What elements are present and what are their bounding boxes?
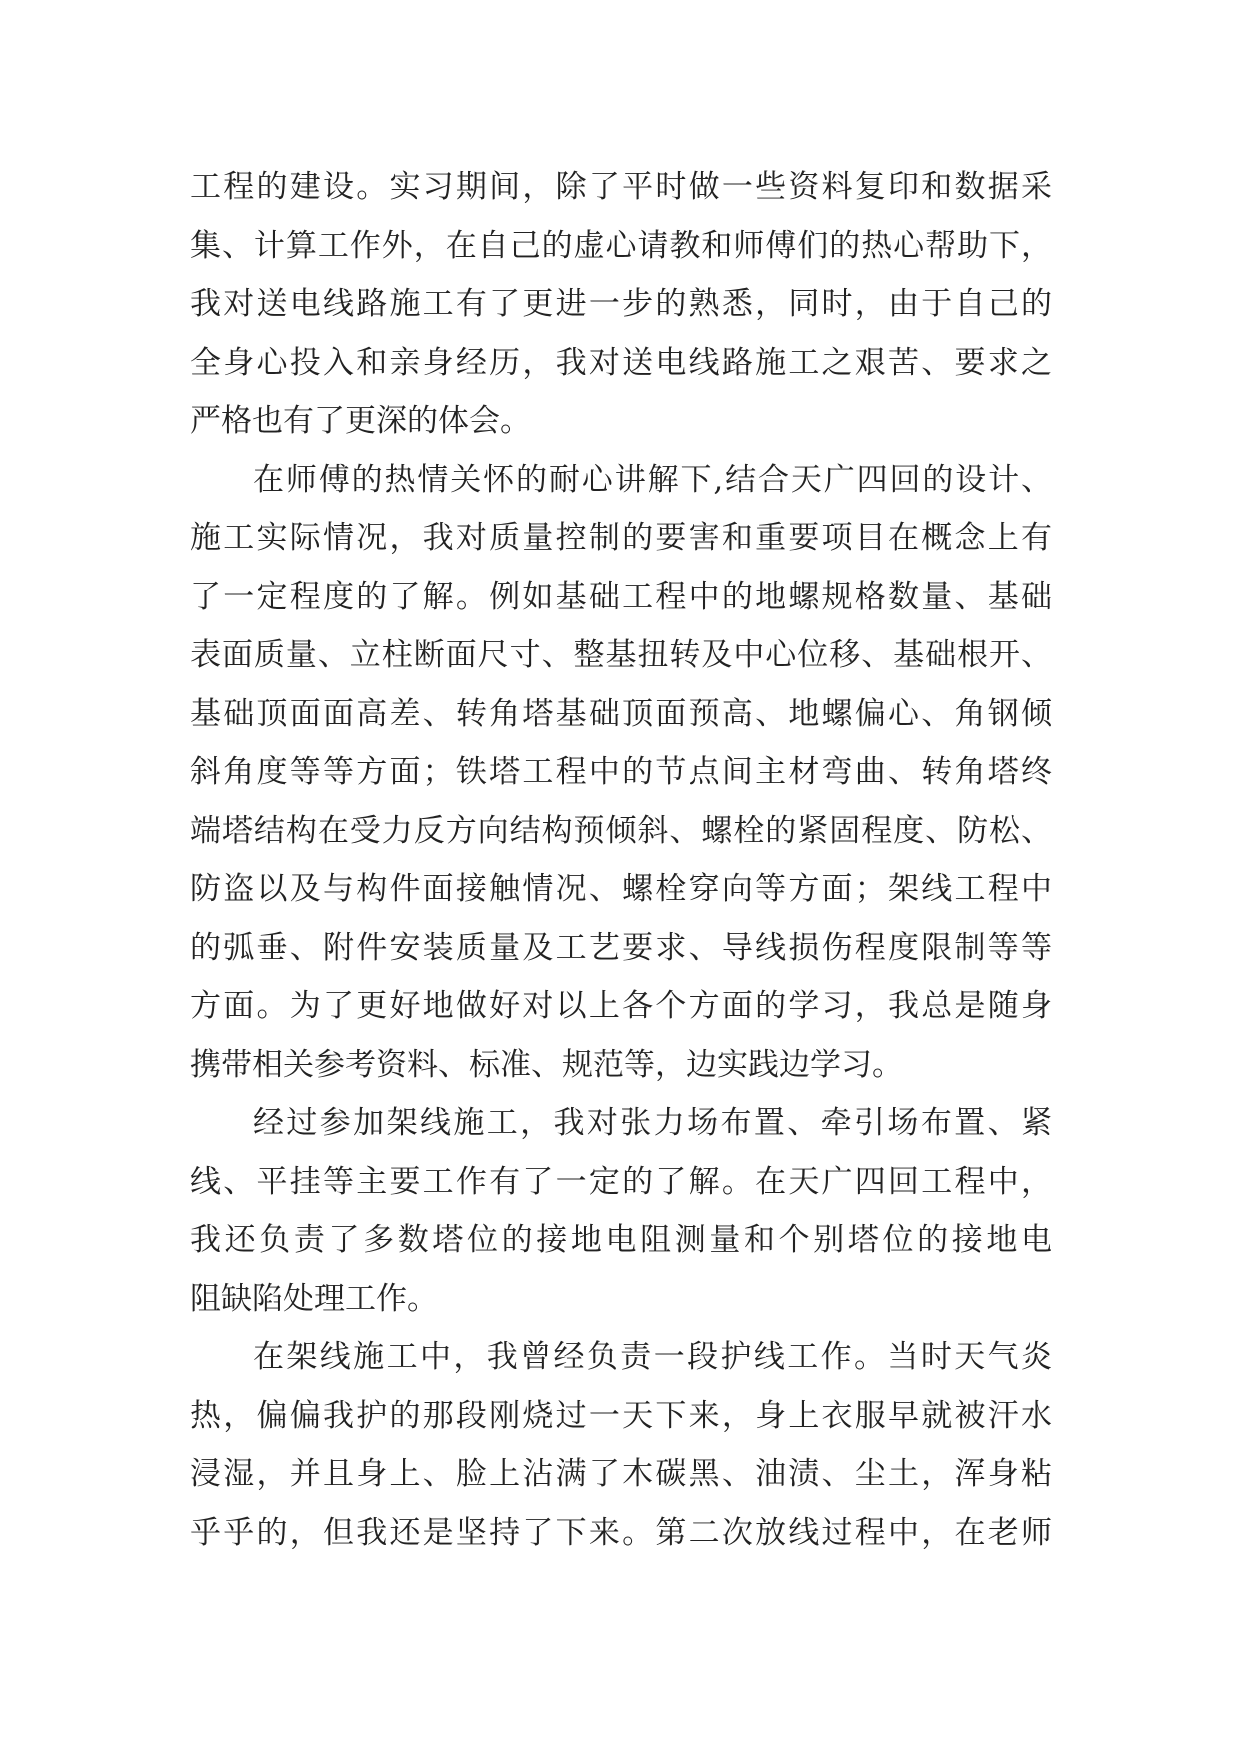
body-text <box>190 158 1052 1562</box>
text-line: 表面质量、立柱断面尺寸、整基扭转及中心位移、基础根开、 <box>190 637 1052 673</box>
paragraph-first-line: 在师傅的热情关怀的耐心讲解下,结合天广四回的设计、 <box>253 461 1052 498</box>
text-line: 乎乎的，但我还是坚持了下来。第二次放线过程中，在老师 <box>190 1514 1052 1551</box>
text-line: 携带相关参考资料、标准、规范等，边实践边学习。 <box>190 1046 903 1083</box>
text-line: 的弧垂、附件安装质量及工艺要求、导线损伤程度限制等等 <box>190 929 1052 966</box>
text-line: 了一定程度的了解。例如基础工程中的地螺规格数量、基础 <box>190 578 1052 615</box>
text-line: 热，偏偏我护的那段刚烧过一天下来，身上衣服早就被汗水 <box>190 1397 1052 1434</box>
text-line: 端塔结构在受力反方向结构预倾斜、螺栓的紧固程度、防松、 <box>190 812 1052 849</box>
text-line: 防盗以及与构件面接触情况、螺栓穿向等方面；架线工程中 <box>190 871 1052 907</box>
paragraph-first-line: 经过参加架线施工，我对张力场布置、牵引场布置、紧 <box>253 1105 1052 1141</box>
text-line: 全身心投入和亲身经历，我对送电线路施工之艰苦、要求之 <box>190 344 1052 381</box>
text-line: 浸湿，并且身上、脸上沾满了木碳黑、油渍、尘土，浑身粘 <box>190 1456 1052 1492</box>
text-line: 我还负责了多数塔位的接地电阻测量和个别塔位的接地电 <box>190 1222 1052 1258</box>
text-line: 方面。为了更好地做好对以上各个方面的学习，我总是随身 <box>190 988 1052 1024</box>
text-line: 斜角度等等方面；铁塔工程中的节点间主材弯曲、转角塔终 <box>190 754 1052 790</box>
text-line: 阻缺陷处理工作。 <box>190 1280 438 1317</box>
text-line: 集、计算工作外，在自己的虚心请教和师傅们的热心帮助下， <box>190 227 1052 264</box>
text-line: 基础顶面面高差、转角塔基础顶面预高、地螺偏心、角钢倾 <box>190 695 1052 732</box>
text-line: 工程的建设。实习期间，除了平时做一些资料复印和数据采 <box>190 169 1052 205</box>
paragraph-first-line: 在架线施工中，我曾经负责一段护线工作。当时天气炎 <box>253 1339 1052 1375</box>
text-line: 线、平挂等主要工作有了一定的了解。在天广四回工程中， <box>190 1163 1052 1200</box>
text-line: 严格也有了更深的体会。 <box>190 403 531 439</box>
text-line: 施工实际情况，我对质量控制的要害和重要项目在概念上有 <box>190 520 1052 556</box>
text-line: 我对送电线路施工有了更进一步的熟悉，同时，由于自己的 <box>190 286 1052 322</box>
